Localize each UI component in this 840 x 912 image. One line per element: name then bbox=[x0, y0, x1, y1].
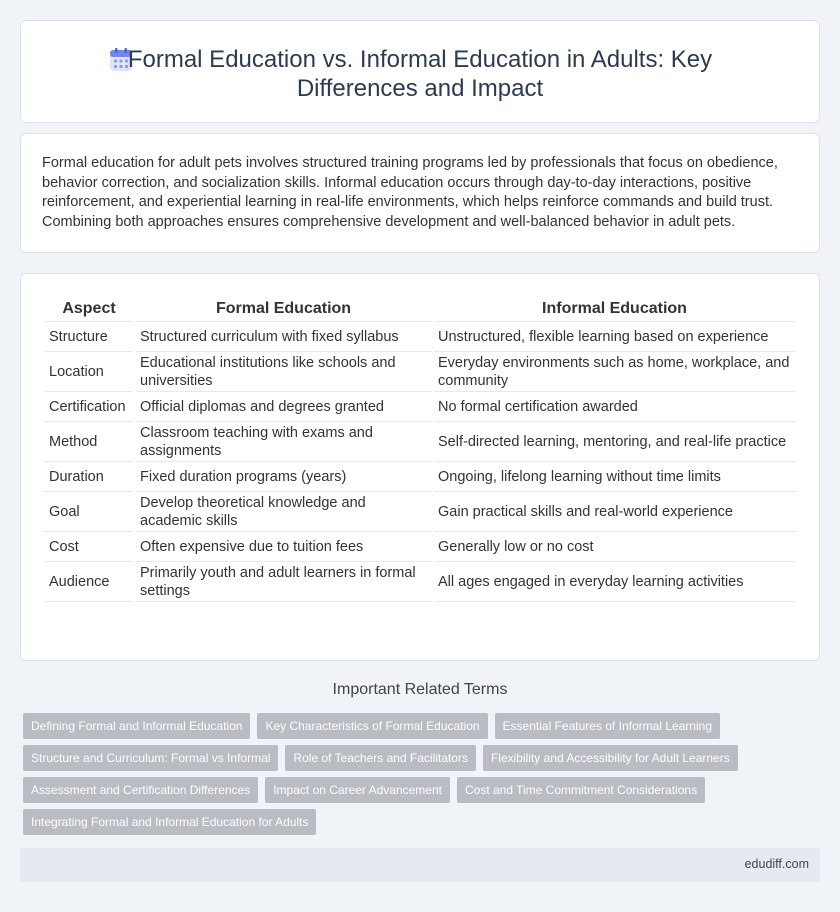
footer bbox=[20, 848, 820, 882]
related-term-tag[interactable]: Impact on Career Advancement bbox=[265, 777, 450, 803]
related-terms-list bbox=[23, 713, 803, 841]
cell-informal: Ongoing, lifelong learning without time limits bbox=[434, 462, 795, 492]
comparison-table bbox=[42, 296, 798, 602]
cell-formal: Classroom teaching with exams and assignments bbox=[136, 422, 431, 462]
cell-informal: All ages engaged in everyday learning activities bbox=[434, 562, 795, 602]
related-term-tag[interactable]: Cost and Time Commitment Considerations bbox=[457, 777, 705, 803]
cell-formal: Often expensive due to tuition fees bbox=[136, 532, 431, 562]
cell-informal: No formal certification awarded bbox=[434, 392, 795, 422]
intro-card bbox=[20, 133, 820, 253]
table-header-row bbox=[45, 296, 795, 322]
title-card bbox=[20, 20, 820, 123]
cell-aspect: Location bbox=[45, 352, 133, 392]
cell-formal: Fixed duration programs (years) bbox=[136, 462, 431, 492]
cell-aspect: Goal bbox=[45, 492, 133, 532]
related-term-tag[interactable]: Assessment and Certification Differences bbox=[23, 777, 258, 803]
cell-formal: Educational institutions like schools and universities bbox=[136, 352, 431, 392]
cell-aspect: Duration bbox=[45, 462, 133, 492]
cell-aspect: Certification bbox=[45, 392, 133, 422]
table-row bbox=[45, 392, 795, 422]
header-informal: Informal Education bbox=[434, 296, 795, 322]
related-term-tag[interactable]: Key Characteristics of Formal Education bbox=[257, 713, 487, 739]
footer-site-link[interactable]: edudiff.com bbox=[744, 857, 809, 871]
related-term-tag[interactable]: Essential Features of Informal Learning bbox=[495, 713, 720, 739]
header-aspect: Aspect bbox=[45, 296, 133, 322]
table-row bbox=[45, 462, 795, 492]
related-term-tag[interactable]: Defining Formal and Informal Education bbox=[23, 713, 250, 739]
header-formal: Formal Education bbox=[136, 296, 431, 322]
table-row bbox=[45, 422, 795, 462]
table-row bbox=[45, 562, 795, 602]
related-term-tag[interactable]: Flexibility and Accessibility for Adult Learners bbox=[483, 745, 738, 771]
intro-paragraph: Formal education for adult pets involves structured training programs led by professionals that focus on obedience, behavior correction, and socialization skills. Informal education occurs through day-to-day interactions, positive reinforcement, and experiential learning in real-life environments, which helps reinforce commands and build trust. Combining both approaches ensures comprehensive development and well-balanced behavior in adult pets. bbox=[42, 155, 778, 230]
comparison-table-card bbox=[20, 273, 820, 661]
table-row bbox=[45, 492, 795, 532]
related-term-tag[interactable]: Structure and Curriculum: Formal vs Informal bbox=[23, 745, 278, 771]
table-row bbox=[45, 352, 795, 392]
page-title: Formal Education vs. Informal Education in Adults: Key Differences and Impact bbox=[127, 46, 713, 102]
cell-formal: Official diplomas and degrees granted bbox=[136, 392, 431, 422]
table-row bbox=[45, 322, 795, 352]
cell-aspect: Audience bbox=[45, 562, 133, 602]
related-term-tag[interactable]: Role of Teachers and Facilitators bbox=[285, 745, 476, 771]
cell-aspect: Cost bbox=[45, 532, 133, 562]
cell-informal: Gain practical skills and real-world experience bbox=[434, 492, 795, 532]
cell-informal: Generally low or no cost bbox=[434, 532, 795, 562]
table-row bbox=[45, 532, 795, 562]
cell-informal: Everyday environments such as home, workplace, and community bbox=[434, 352, 795, 392]
related-term-tag[interactable]: Integrating Formal and Informal Education for Adults bbox=[23, 809, 316, 835]
cell-formal: Primarily youth and adult learners in formal settings bbox=[136, 562, 431, 602]
cell-informal: Self-directed learning, mentoring, and real-life practice bbox=[434, 422, 795, 462]
related-terms-title: Important Related Terms bbox=[332, 681, 508, 698]
cell-aspect: Structure bbox=[45, 322, 133, 352]
cell-formal: Develop theoretical knowledge and academic skills bbox=[136, 492, 431, 532]
cell-informal: Unstructured, flexible learning based on experience bbox=[434, 322, 795, 352]
cell-aspect: Method bbox=[45, 422, 133, 462]
cell-formal: Structured curriculum with fixed syllabus bbox=[136, 322, 431, 352]
